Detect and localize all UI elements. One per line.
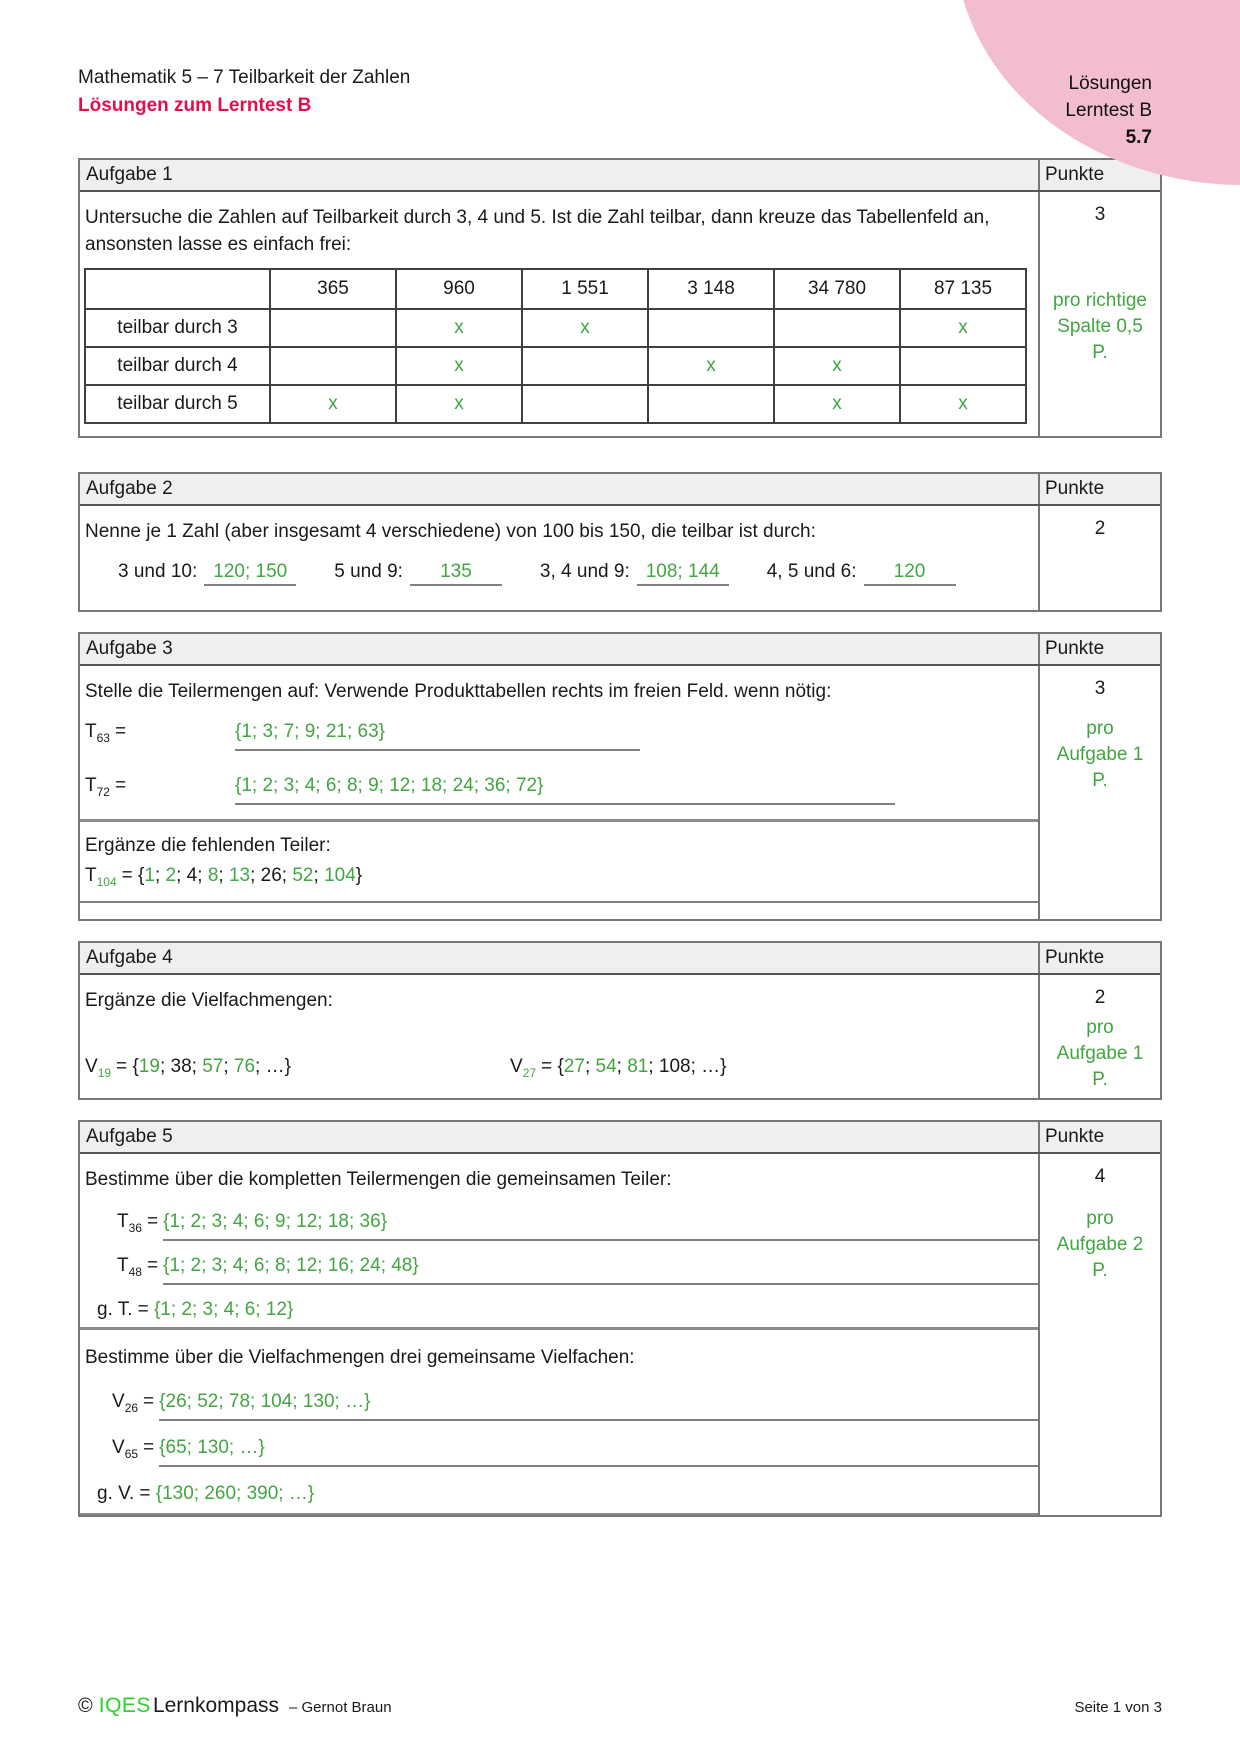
- table-row: [85, 385, 1026, 423]
- set-line-t48: [117, 1255, 1038, 1285]
- set-symbol: T: [117, 1254, 129, 1276]
- task-4-title: Aufgabe 4: [86, 946, 173, 968]
- set-label-t63: [85, 721, 235, 745]
- header-right: [1065, 70, 1152, 151]
- set-symbol: T: [85, 865, 97, 886]
- points-note: pro Aufgabe 2 P.: [1056, 1207, 1144, 1281]
- set-subscript: 27: [522, 1065, 537, 1080]
- equals-sign: =: [114, 775, 127, 796]
- column-header: 3 148: [648, 269, 774, 309]
- task-4-points: [1038, 975, 1160, 1098]
- task-3-points: [1038, 666, 1160, 919]
- answer-value-gv: {130; 260; 390; …}: [155, 1482, 315, 1504]
- task-aufgabe-4: [78, 941, 1162, 1100]
- copyright-symbol: ©: [78, 1695, 93, 1717]
- set-symbol: V: [112, 1390, 125, 1412]
- task-5-instruction-1: Bestimme über die kompletten Teilermengen die gemeinsamen Teiler:: [85, 1168, 672, 1190]
- task-1-main: [80, 192, 1038, 436]
- points-value: 3: [1094, 678, 1106, 699]
- task-2-answers: [80, 545, 1038, 610]
- page-number: Seite 1 von 3: [1074, 1699, 1162, 1716]
- task-3-title: Aufgabe 3: [86, 638, 173, 659]
- answer-value-t72: {1; 2; 3; 4; 6; 8; 9; 12; 18; 24; 36; 72}: [235, 775, 895, 805]
- set-line-gt: [80, 1299, 1038, 1330]
- mark-cell: x: [774, 347, 900, 385]
- set-subscript: 48: [128, 1264, 142, 1279]
- points-value: 2: [1094, 986, 1106, 1008]
- mark-cell: x: [396, 385, 522, 423]
- answer-value-t63: {1; 3; 7; 9; 21; 63}: [235, 721, 640, 751]
- mark-cell: [648, 309, 774, 347]
- row-label: teilbar durch 5: [85, 385, 270, 423]
- set-label-gv: g. V.: [97, 1482, 135, 1504]
- divisibility-table: [84, 268, 1027, 424]
- header-title: Mathematik 5 – 7 Teilbarkeit der Zahlen: [78, 67, 411, 88]
- set-line-t63: [85, 721, 1038, 751]
- brand-lernkompass: Lernkompass: [152, 1694, 279, 1717]
- answer-label: 3, 4 und 9:: [539, 561, 630, 582]
- column-header: 34 780: [774, 269, 900, 309]
- task-2-title: Aufgabe 2: [86, 478, 173, 499]
- answer-value-gt: {1; 2; 3; 4; 6; 12}: [153, 1298, 294, 1320]
- task-2-main: [80, 506, 1038, 610]
- task-aufgabe-1: [78, 158, 1162, 438]
- set-subscript: 65: [124, 1446, 139, 1461]
- header-right-code: 5.7: [1125, 127, 1152, 148]
- mark-cell: x: [522, 309, 648, 347]
- column-header: 1 551: [522, 269, 648, 309]
- points-label: Punkte: [1038, 474, 1160, 504]
- task-5-header: [80, 1122, 1160, 1154]
- equals-sign: =: [143, 1390, 155, 1412]
- mark-cell: x: [270, 385, 396, 423]
- points-note: pro Aufgabe 1 P.: [1056, 1016, 1144, 1090]
- table-row: [85, 309, 1026, 347]
- task-4-answers: [85, 1056, 1038, 1080]
- points-note: pro Aufgabe 1 P.: [1056, 718, 1144, 791]
- task-3-subinstruction: Ergänze die fehlenden Teiler:: [85, 835, 331, 856]
- task-5-main: [80, 1154, 1038, 1515]
- set-label-gt: g. T.: [97, 1298, 133, 1320]
- set-label-v26: [112, 1391, 154, 1415]
- task-4-header: [80, 943, 1160, 975]
- task-3-header: [80, 634, 1160, 666]
- task-1-points: [1038, 192, 1160, 436]
- column-header: 87 135: [900, 269, 1026, 309]
- answer-value: 120: [864, 561, 956, 586]
- set-line-v26: [112, 1391, 1038, 1421]
- set-symbol: T: [117, 1210, 129, 1232]
- points-note: pro richtige Spalte 0,5 P.: [1053, 290, 1147, 363]
- equals-sign: =: [121, 865, 133, 886]
- set-symbol: V: [510, 1055, 523, 1077]
- set-subscript: 36: [128, 1220, 142, 1235]
- table-row: [85, 347, 1026, 385]
- equals-sign: =: [541, 1055, 553, 1077]
- equals-sign: =: [137, 1298, 149, 1320]
- points-value: 2: [1094, 518, 1106, 539]
- mark-cell: [522, 347, 648, 385]
- task-5-instruction-2: Bestimme über die Vielfachmengen drei gemeinsame Vielfachen:: [85, 1346, 635, 1368]
- equals-sign: =: [146, 1254, 159, 1276]
- set-subscript: 72: [96, 784, 110, 799]
- points-value: 4: [1094, 1165, 1106, 1187]
- brand-iqes: IQES: [98, 1694, 151, 1717]
- task-3-main: [80, 666, 1038, 919]
- task-aufgabe-3: [78, 632, 1162, 921]
- answer-value-v65: {65; 130; …}: [159, 1437, 1038, 1467]
- mark-cell: x: [900, 309, 1026, 347]
- answer-value-v27: {27; 54; 81; 108; …}: [557, 1055, 727, 1077]
- set-line-v27: [510, 1056, 727, 1080]
- task-2-instruction: Nenne je 1 Zahl (aber insgesamt 4 verschiedene) von 100 bis 150, die teilbar ist durch:: [85, 521, 816, 542]
- mark-cell: [774, 309, 900, 347]
- mark-cell: [900, 347, 1026, 385]
- empty-header-cell: [85, 269, 270, 309]
- task-2-points: [1038, 506, 1160, 610]
- page-content: [78, 64, 1162, 1517]
- footer: [78, 1694, 1162, 1718]
- mark-cell: [270, 309, 396, 347]
- set-line-t72: [85, 775, 1038, 805]
- answer-label: 3 und 10:: [118, 561, 198, 582]
- column-header: 365: [270, 269, 396, 309]
- answer-value-t48: {1; 2; 3; 4; 6; 8; 12; 16; 24; 48}: [163, 1255, 1038, 1285]
- answer-label: 4, 5 und 6:: [766, 561, 857, 582]
- header-right-line2: Lerntest B: [1065, 100, 1152, 121]
- table-header-row: [85, 269, 1026, 309]
- points-label: Punkte: [1038, 634, 1160, 664]
- pink-corner-decoration: [840, 0, 1240, 200]
- task-aufgabe-2: [78, 472, 1162, 612]
- answer-value-v26: {26; 52; 78; 104; 130; …}: [159, 1391, 1038, 1421]
- points-label: Punkte: [1038, 1122, 1160, 1152]
- footer-author: – Gernot Braun: [289, 1699, 392, 1716]
- set-label-t36: [117, 1211, 158, 1235]
- row-label: teilbar durch 3: [85, 309, 270, 347]
- header-right-line1: Lösungen: [1068, 73, 1152, 94]
- row-label: teilbar durch 4: [85, 347, 270, 385]
- set-symbol: V: [85, 1055, 98, 1077]
- answer-value: 120; 150: [204, 561, 296, 586]
- set-line-v65: [112, 1437, 1038, 1467]
- mark-cell: x: [900, 385, 1026, 423]
- task-4-instruction: Ergänze die Vielfachmengen:: [85, 989, 333, 1011]
- equals-sign: =: [139, 1482, 151, 1504]
- set-line-v19: [85, 1056, 510, 1080]
- set-subscript: 26: [124, 1400, 139, 1415]
- equals-sign: =: [143, 1436, 155, 1458]
- answer-group: [334, 561, 502, 586]
- mark-cell: x: [774, 385, 900, 423]
- answer-value: 135: [410, 561, 502, 586]
- mark-cell: x: [396, 347, 522, 385]
- set-label-v65: [112, 1437, 154, 1461]
- answer-group: [118, 561, 296, 586]
- task-2-header: [80, 474, 1160, 506]
- equals-sign: =: [114, 721, 127, 742]
- mark-cell: [270, 347, 396, 385]
- mark-cell: x: [648, 347, 774, 385]
- set-label-t104: [85, 865, 133, 889]
- column-header: 960: [396, 269, 522, 309]
- header-subtitle: Lösungen zum Lerntest B: [78, 95, 312, 116]
- task-1-title: Aufgabe 1: [86, 164, 173, 185]
- task-3-instruction: Stelle die Teilermengen auf: Verwende Produkttabellen rechts im freien Feld. wenn nötig:: [85, 681, 832, 702]
- set-line-t36: [117, 1211, 1038, 1241]
- answer-group: [767, 561, 956, 586]
- mark-cell: x: [396, 309, 522, 347]
- task-4-main: [80, 975, 1038, 1098]
- points-label: Punkte: [1038, 160, 1160, 190]
- mark-cell: [522, 385, 648, 423]
- set-label-t72: [85, 775, 235, 799]
- set-label-t48: [117, 1255, 158, 1279]
- equals-sign: =: [116, 1055, 128, 1077]
- answer-label: 5 und 9:: [334, 561, 403, 582]
- set-line-gv: [80, 1483, 1038, 1515]
- answer-group: [540, 561, 729, 586]
- task-5-title: Aufgabe 5: [86, 1125, 173, 1147]
- answer-value: 108; 144: [637, 561, 729, 586]
- answer-value-t104: {1; 2; 4; 8; 13; 26; 52; 104}: [138, 865, 363, 886]
- answer-value-t36: {1; 2; 3; 4; 6; 9; 12; 18; 36}: [163, 1211, 1038, 1241]
- set-line-t104: [80, 865, 1038, 903]
- task-aufgabe-5: [78, 1120, 1162, 1517]
- task-5-points: [1038, 1154, 1160, 1515]
- answer-value-v19: {19; 38; 57; 76; …}: [132, 1055, 291, 1077]
- mark-cell: [648, 385, 774, 423]
- equals-sign: =: [146, 1210, 159, 1232]
- set-subscript: 19: [97, 1065, 112, 1080]
- set-symbol: T: [85, 775, 97, 796]
- points-label: Punkte: [1038, 943, 1160, 973]
- points-value: 3: [1094, 204, 1106, 225]
- set-symbol: T: [85, 721, 97, 742]
- set-subscript: 104: [96, 874, 117, 889]
- set-symbol: V: [112, 1436, 125, 1458]
- task-1-instruction: Untersuche die Zahlen auf Teilbarkeit durch 3, 4 und 5. Ist die Zahl teilbar, dann kreuze das Tabellenfeld an, ansonsten lasse es einfach frei:: [85, 207, 990, 255]
- set-subscript: 63: [96, 730, 110, 745]
